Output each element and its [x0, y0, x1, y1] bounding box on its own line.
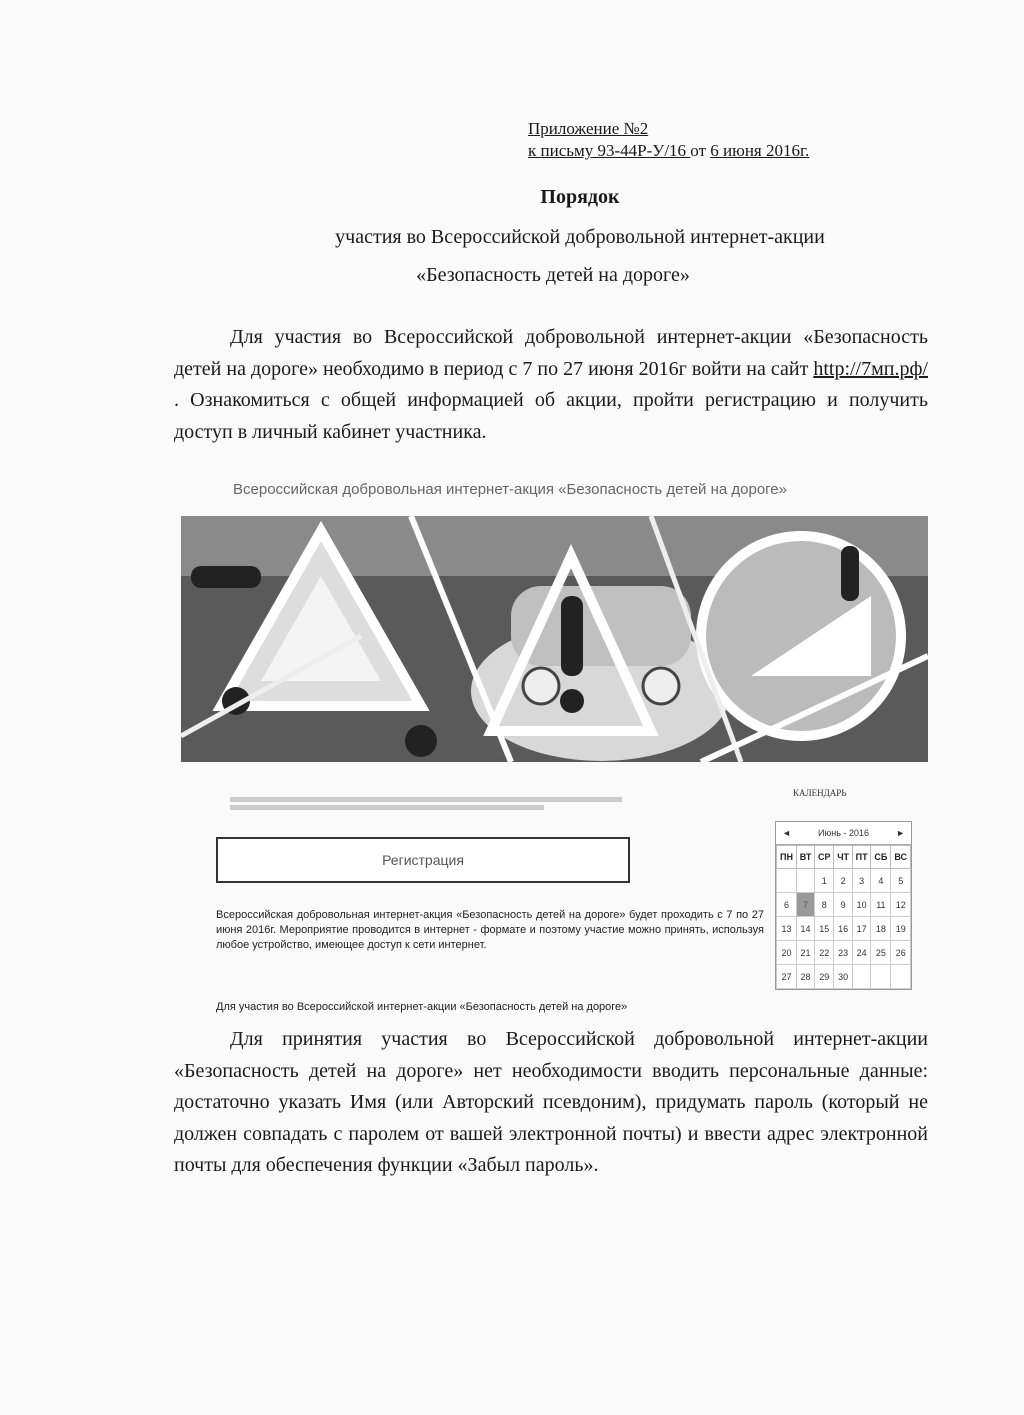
site-link[interactable]: http://7мп.рф/: [813, 357, 928, 380]
register-button[interactable]: Регистрация: [216, 837, 630, 883]
calendar-week: [777, 893, 911, 917]
calendar-day[interactable]: 15: [815, 917, 834, 941]
calendar-day[interactable]: 27: [777, 965, 797, 989]
calendar-week: [777, 869, 911, 893]
calendar-day[interactable]: 20: [777, 941, 797, 965]
calendar-weekday: СР: [815, 846, 834, 869]
intro-text: Для участия во Всероссийской добровольной интернет-акции «Безопасность детей на дороге» необходимо в период с 7 по 27 июня 2016г войти на сайт: [174, 326, 928, 380]
calendar-day[interactable]: 14: [797, 917, 815, 941]
intro-text-cont: . Ознакомиться с общей информацией об акции, пройти регистрацию и получить доступ в личный кабинет участника.: [174, 389, 928, 443]
site-info-text: Всероссийская добровольная интернет-акция «Безопасность детей на дороге» будет проходить с 7 по 27 июня 2016г. Мероприятие проводится в интернет - формате и поэтому участие можно принять, используя любое устройство, имеющее доступ к сети интернет.: [216, 909, 764, 951]
calendar-day[interactable]: 19: [891, 917, 911, 941]
calendar-weekday: ВТ: [797, 846, 815, 869]
calendar-day[interactable]: 18: [871, 917, 891, 941]
calendar-day[interactable]: 23: [834, 941, 852, 965]
appendix-number: Приложение №2: [528, 119, 649, 138]
calendar-widget: [775, 821, 912, 990]
calendar-day: [777, 869, 797, 893]
calendar-day[interactable]: 17: [852, 917, 871, 941]
calendar-day[interactable]: 6: [777, 893, 797, 917]
calendar-header: [776, 822, 911, 845]
calendar-day[interactable]: 12: [891, 893, 911, 917]
calendar-day[interactable]: 2: [834, 869, 852, 893]
banner-title: Всероссийская добровольная интернет-акция «Безопасность детей на дороге»: [233, 481, 787, 498]
calendar-day[interactable]: 16: [834, 917, 852, 941]
calendar-day[interactable]: 8: [815, 893, 834, 917]
calendar-day: [852, 965, 871, 989]
calendar-day[interactable]: 13: [777, 917, 797, 941]
calendar-day[interactable]: 3: [852, 869, 871, 893]
calendar-grid: [776, 845, 911, 989]
calendar-day: [871, 965, 891, 989]
calendar-weekday: СБ: [871, 846, 891, 869]
calendar-day[interactable]: 21: [797, 941, 815, 965]
calendar-day[interactable]: 4: [871, 869, 891, 893]
letter-number: к письму 93-44Р-У/16: [528, 141, 691, 160]
calendar-next-button[interactable]: ►: [896, 828, 905, 838]
calendar-day[interactable]: 10: [852, 893, 871, 917]
letter-from: от: [690, 141, 711, 160]
blurred-text: [230, 797, 622, 811]
document-subtitle-line1: участия во Всероссийской добровольной интернет-акции: [335, 226, 825, 248]
calendar-day[interactable]: 7: [797, 893, 815, 917]
calendar-day[interactable]: 28: [797, 965, 815, 989]
calendar-day: [891, 965, 911, 989]
calendar-day[interactable]: 30: [834, 965, 852, 989]
calendar-day[interactable]: 22: [815, 941, 834, 965]
calendar-week: [777, 965, 911, 989]
letter-date: 6 июня 2016г.: [710, 141, 810, 160]
calendar-weekday: ЧТ: [834, 846, 852, 869]
letter-reference: [528, 140, 809, 162]
banner-image: [181, 516, 928, 762]
calendar-day[interactable]: 9: [834, 893, 852, 917]
calendar-day[interactable]: 26: [891, 941, 911, 965]
calendar-weekday: ПТ: [852, 846, 871, 869]
calendar-day[interactable]: 5: [891, 869, 911, 893]
calendar-weekday: ВС: [891, 846, 911, 869]
paragraph-registration: Для принятия участия во Всероссийской добровольной интернет-акции «Безопасность детей на дороге» нет необходимости вводить персональные данные: достаточно указать Имя (или Авторский псевдоним), придумать пароль (который не должен совпадать с паролем от вашей электронной почты) и ввести адрес электронной почты для обеспечения функции «Забыл пароль».: [174, 1028, 928, 1176]
document-subtitle-line2: «Безопасность детей на дороге»: [416, 264, 690, 286]
document-title: Порядок: [540, 186, 620, 208]
calendar-day[interactable]: 24: [852, 941, 871, 965]
calendar-day[interactable]: 25: [871, 941, 891, 965]
calendar-days: [777, 869, 911, 989]
calendar-day[interactable]: 1: [815, 869, 834, 893]
calendar-day: [797, 869, 815, 893]
road-signs-collage-icon: [181, 516, 928, 762]
calendar-prev-button[interactable]: ◄: [782, 828, 791, 838]
paragraph-intro: [174, 322, 928, 448]
calendar-day[interactable]: 11: [871, 893, 891, 917]
calendar-weekday: ПН: [777, 846, 797, 869]
calendar-month: Июнь - 2016: [818, 828, 869, 838]
site-info-text-2: Для участия во Всероссийской интернет-акции «Безопасность детей на дороге»: [216, 1001, 628, 1013]
calendar-week: [777, 941, 911, 965]
calendar-heading: КАЛЕНДАРЬ: [793, 788, 847, 798]
calendar-week: [777, 917, 911, 941]
calendar-weekdays: [777, 846, 911, 869]
calendar-day[interactable]: 29: [815, 965, 834, 989]
